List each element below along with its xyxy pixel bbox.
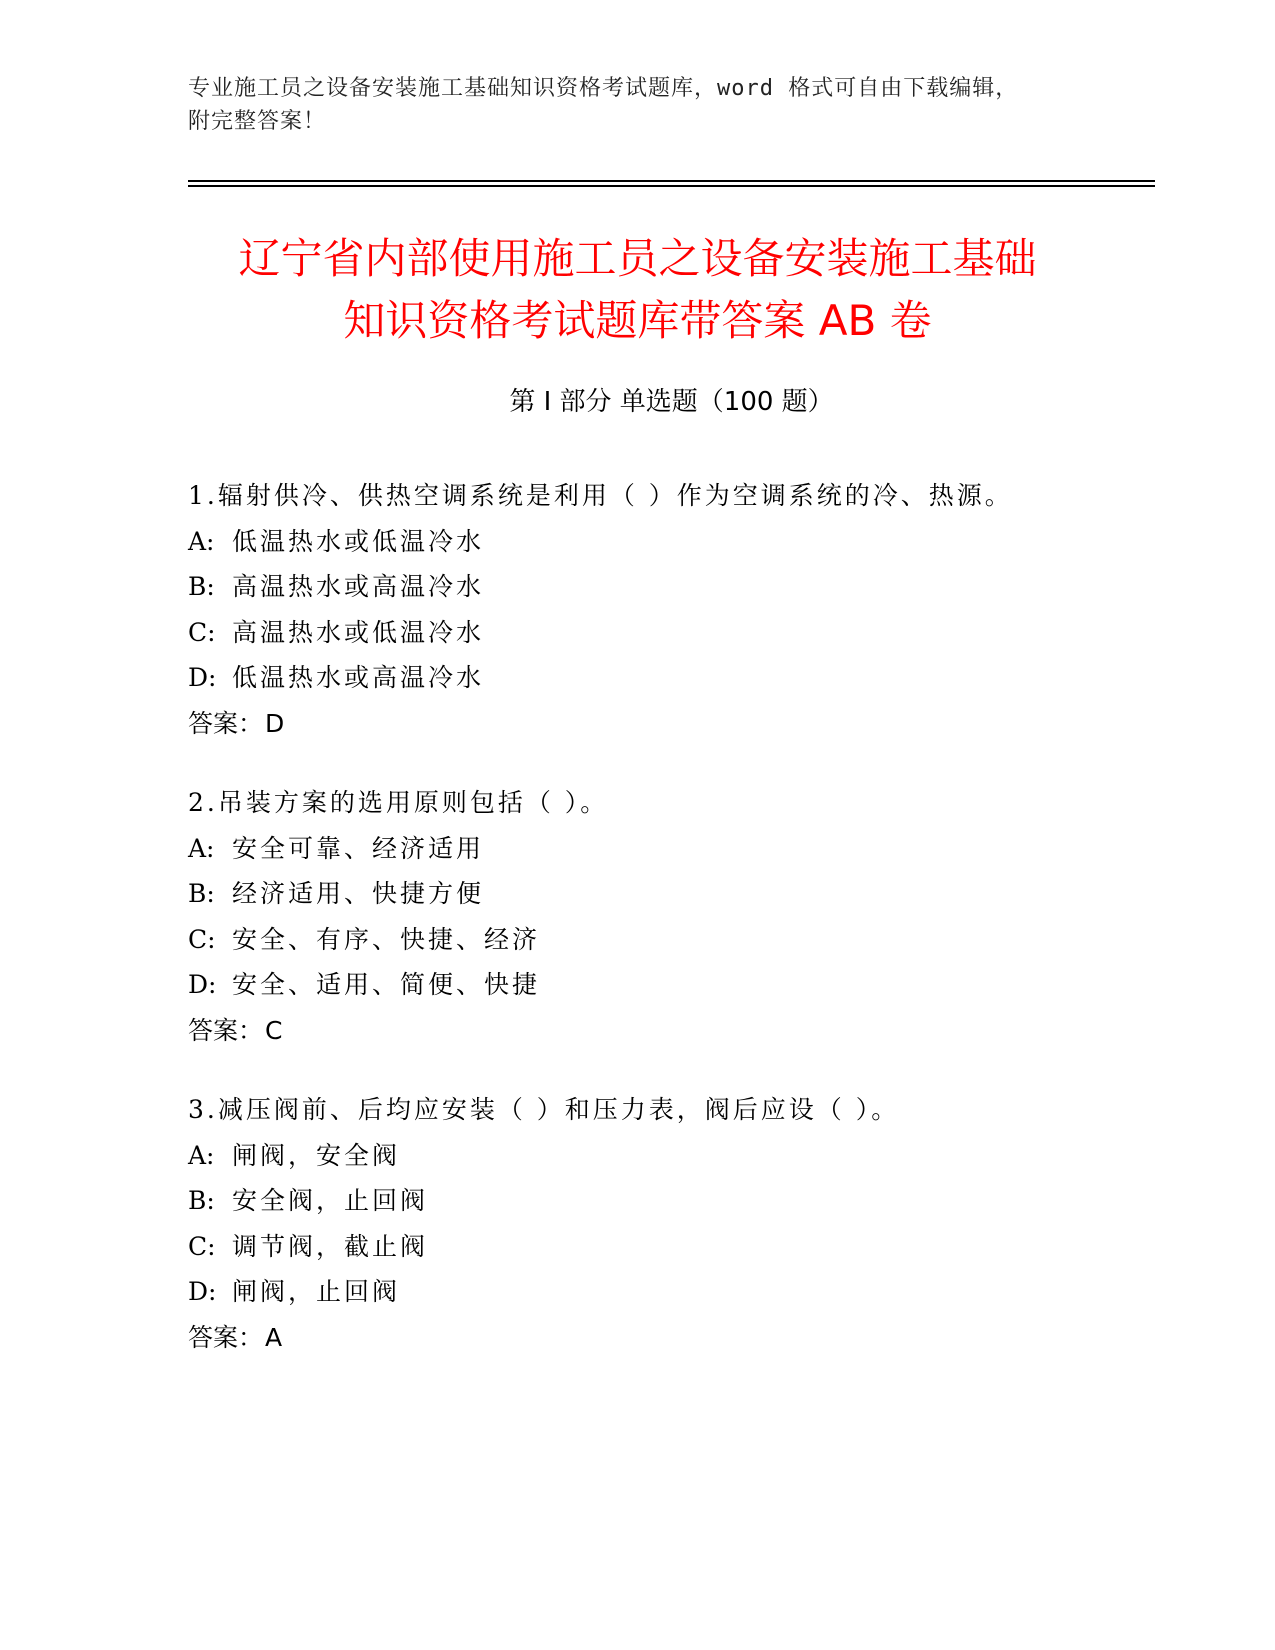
option-c <box>188 917 1155 963</box>
answer-label: 答案： <box>188 708 264 738</box>
question-stem: 2.吊装方案的选用原则包括（ ）。 <box>188 788 609 817</box>
option-text: 安全、适用、简便、快捷 <box>232 970 541 999</box>
question-3 <box>188 1087 1155 1360</box>
answer-line <box>188 1008 1155 1054</box>
question-2 <box>188 780 1155 1053</box>
document-title-line-2: 知识资格考试题库带答案 AB 卷 <box>343 296 932 345</box>
option-letter: D: <box>188 663 217 692</box>
option-letter: A: <box>188 833 215 863</box>
option-text: 安全、有序、快捷、经济 <box>232 924 541 954</box>
option-text: 高温热水或低温冷水 <box>232 617 485 647</box>
option-text: 闸阀，安全阀 <box>232 1140 401 1170</box>
answer-value: C <box>265 1015 283 1045</box>
section-title: 第 I 部分 单选题（100 题） <box>509 387 834 417</box>
option-d <box>188 962 1155 1008</box>
header-divider-top <box>188 180 1155 182</box>
option-letter: B: <box>188 879 215 908</box>
option-letter: D: <box>188 970 217 999</box>
option-text: 低温热水或低温冷水 <box>232 526 485 556</box>
option-text: 闸阀，止回阀 <box>232 1277 401 1306</box>
option-text: 高温热水或高温冷水 <box>232 572 485 601</box>
option-text: 调节阀，截止阀 <box>232 1231 429 1261</box>
question-stem: 3.减压阀前、后均应安装（ ）和压力表，阀后应设（ ）。 <box>188 1095 900 1124</box>
option-letter: C: <box>188 924 216 954</box>
header-note-line-1: 专业施工员之设备安装施工基础知识资格考试题库，word 格式可自由下载编辑， <box>188 76 1019 101</box>
answer-value: A <box>265 1322 283 1352</box>
option-letter: B: <box>188 1186 215 1215</box>
header-divider-bottom <box>188 185 1155 187</box>
option-c <box>188 1224 1155 1270</box>
answer-label: 答案： <box>188 1322 264 1352</box>
option-b <box>188 1178 1155 1224</box>
document-title-line-1: 辽宁省内部使用施工员之设备安装施工基础 <box>238 234 1037 283</box>
option-letter: C: <box>188 617 216 647</box>
answer-label: 答案： <box>188 1015 264 1045</box>
option-a <box>188 519 1155 565</box>
option-d <box>188 1269 1155 1315</box>
answer-line <box>188 701 1155 747</box>
answer-line <box>188 1315 1155 1361</box>
option-b <box>188 564 1155 610</box>
option-a <box>188 1133 1155 1179</box>
option-d <box>188 655 1155 701</box>
option-a <box>188 826 1155 872</box>
question-list <box>188 473 1155 1394</box>
option-letter: D: <box>188 1277 217 1306</box>
question-1 <box>188 473 1155 746</box>
option-c <box>188 610 1155 656</box>
option-letter: A: <box>188 1140 215 1170</box>
option-letter: A: <box>188 526 215 556</box>
option-text: 安全可靠、经济适用 <box>232 833 485 863</box>
option-text: 安全阀，止回阀 <box>232 1186 429 1215</box>
option-text: 经济适用、快捷方便 <box>232 879 485 908</box>
header-note-line-2: 附完整答案！ <box>188 109 327 134</box>
option-letter: C: <box>188 1231 216 1261</box>
question-stem: 1.辐射供冷、供热空调系统是利用（ ）作为空调系统的冷、热源。 <box>188 481 1013 510</box>
header-note <box>188 72 1088 138</box>
option-b <box>188 871 1155 917</box>
option-text: 低温热水或高温冷水 <box>232 663 485 692</box>
answer-value: D <box>265 708 285 738</box>
option-letter: B: <box>188 572 215 601</box>
document-title <box>120 228 1155 352</box>
